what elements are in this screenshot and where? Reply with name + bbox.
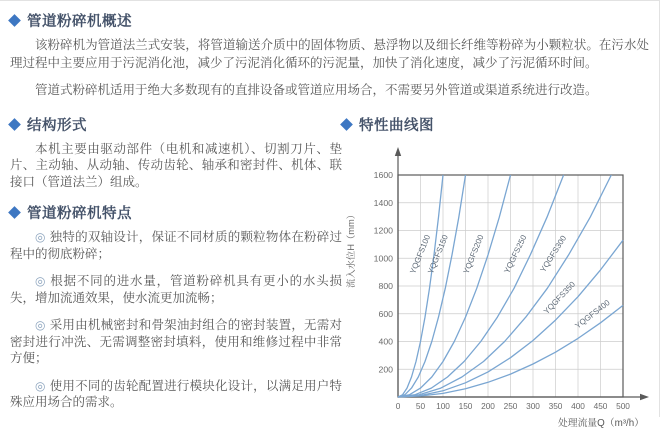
section-heading-features (10, 202, 342, 223)
ring-bullet-icon: ◎ (35, 378, 46, 393)
y-axis-label: 流入水位H（mm） (346, 209, 356, 288)
curve-label-YQGFS100: YQGFS100 (408, 232, 433, 275)
x-tick-label: 350 (548, 400, 563, 411)
two-column-area (10, 110, 649, 437)
x-tick-label: 100 (436, 400, 450, 411)
ring-bullet-icon: ◎ (35, 230, 46, 244)
x-tick-label: 400 (571, 400, 585, 411)
section-title-overview: 管道粉碎机概述 (27, 14, 132, 30)
section-title-curves: 特性曲线图 (359, 117, 434, 134)
curve-label-YQGFS350: YQGFS350 (541, 279, 578, 316)
ring-bullet-icon: ◎ (35, 318, 46, 332)
section-title-features: 管道粉碎机特点 (27, 206, 132, 222)
x-tick-label: 200 (481, 400, 495, 411)
ring-bullet-icon: ◎ (35, 274, 47, 288)
structure-paragraph: 本机主要由驱动部件（电机和减速机）、切割刀片、垫片、主动轴、从动轴、传动齿轮、轴承和密封件、机体、联接口（管道法兰）组成。 (10, 141, 342, 189)
y-tick-label: 400 (378, 336, 393, 346)
feature-text: 根据不同的进水量，管道粉碎机具有更小的水头损失，增加流通效果，使水流更加流畅； (10, 274, 342, 305)
y-tick-label: 200 (378, 363, 393, 374)
curve-label-YQGFS200: YQGFS200 (461, 232, 486, 275)
y-tick-label: 1000 (373, 252, 393, 263)
diamond-bullet-icon (8, 14, 21, 27)
section-title-structure: 结构形式 (27, 117, 87, 134)
section-heading-structure (10, 114, 342, 135)
overview-paragraph-1: 该粉碎机为管道法兰式安装，将管道输送介质中的固体物质、悬浮物以及细长纤维等粉碎为小颗粒状。在污水处理过程中主要应用于污泥消化池，减少了污泥消化循环的污泥量，加快了消化速度，减少了污泥循环时间。 (10, 38, 649, 70)
y-tick-label: 600 (378, 308, 393, 319)
characteristic-curves-chart (342, 141, 650, 437)
x-tick-label: 50 (415, 400, 426, 411)
x-tick-label: 250 (503, 400, 518, 411)
curve-label-YQGFS300: YQGFS300 (538, 233, 569, 274)
x-tick-label: 450 (593, 400, 608, 411)
feature-item (10, 378, 342, 411)
x-tick-label: 0 (395, 400, 401, 411)
diamond-bullet-icon (8, 118, 21, 131)
overview-paragraph-2: 管道式粉碎机适用于绝大多数现有的直排设备或管道应用场合，不需要另外管道或渠道系统进行改造。 (35, 83, 598, 97)
section-heading-overview (10, 10, 649, 31)
diamond-bullet-icon (8, 206, 21, 219)
x-tick-label: 500 (616, 400, 630, 411)
feature-text: 使用不同的齿轮配置进行模块化设计，以满足用户特殊应用场合的需求。 (10, 378, 342, 409)
feature-text: 独特的双轴设计，保证不同材质的颗粒物体在粉碎过程中的彻底粉碎； (10, 230, 342, 261)
y-tick-label: 1200 (373, 225, 393, 235)
diamond-bullet-icon (340, 118, 353, 131)
y-tick-label: 800 (378, 280, 393, 291)
feature-item (10, 229, 342, 262)
feature-text: 采用由机械密封和骨架油封组合的密封装置，无需对密封进行冲洗、无需调整密封填料，使用和维修过程中非常方便； (10, 318, 342, 365)
y-axis-arrow-icon (395, 147, 401, 156)
y-tick-label: 1400 (373, 197, 393, 208)
curve-label-YQGFS250: YQGFS250 (502, 233, 529, 275)
x-axis-label: 处理流量Q（m³/h） (558, 417, 644, 429)
feature-item (10, 317, 342, 367)
x-tick-label: 150 (458, 400, 473, 411)
y-tick-label: 1600 (373, 169, 393, 180)
right-column (342, 110, 650, 437)
left-column (10, 110, 342, 437)
characteristic-curves-figure (342, 141, 650, 437)
feature-item (10, 273, 342, 306)
section-heading-curves (342, 114, 650, 135)
x-axis-arrow-icon (640, 393, 649, 399)
curve-label-YQGFS150: YQGFS150 (426, 232, 450, 275)
curve-label-YQGFS400: YQGFS400 (573, 297, 612, 331)
x-tick-label: 300 (526, 400, 540, 411)
